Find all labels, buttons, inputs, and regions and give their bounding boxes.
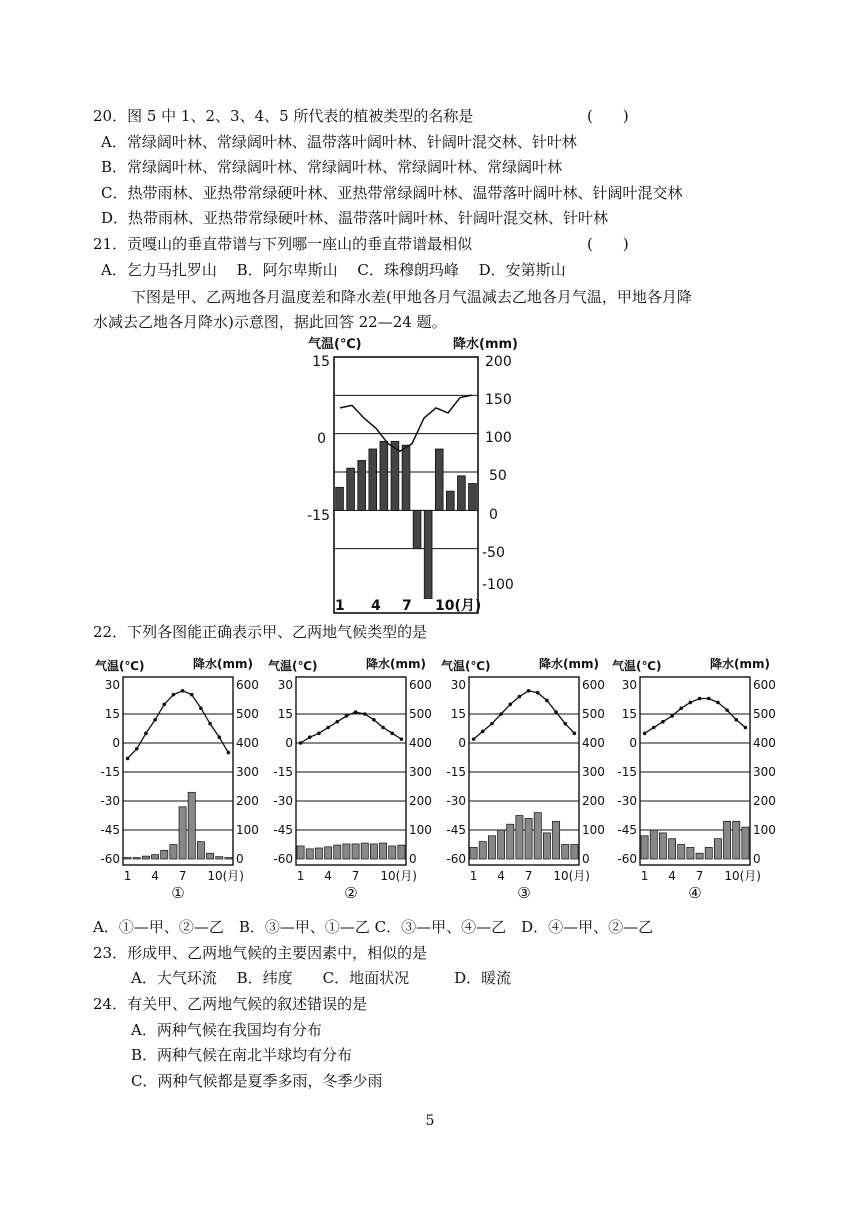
diff-right-tick: -100 [482,577,514,593]
diff-precip-bar [347,468,355,510]
chart-temperature-point [472,737,476,741]
q24-option-c: C．两种气候都是夏季多雨，冬季少雨 [131,1072,383,1090]
diff-x-tick: 10(月) [435,598,482,614]
chart-temperature-point [217,735,221,739]
diff-right-tick: 200 [485,354,512,370]
diff-left-tick: 15 [312,354,330,370]
chart-right-tick: 100 [582,823,605,837]
chart-temperature-point [299,741,303,745]
climate-chart-1 [95,655,265,900]
chart-left-tick: -45 [617,823,637,837]
chart-precip-bar [197,842,204,859]
chart-right-tick: 100 [236,823,259,837]
chart-temperature-point [400,737,404,741]
chart-x-tick: 4 [151,869,159,883]
chart-left-tick: 30 [104,678,120,692]
chart-right-tick: 300 [409,765,432,779]
chart-right-tick: 400 [409,736,432,750]
chart-right-tick: 500 [236,707,259,721]
chart-temperature-point [725,708,729,712]
chart-x-tick: 7 [351,869,360,883]
chart-temperature-point [518,695,522,699]
chart-precip-bar [142,856,149,859]
chart-temperature-line [645,699,746,734]
diff-right-tick: 0 [489,507,498,523]
q21-stem: 21．贡嘎山的垂直带谱与下列哪一座山的垂直带谱最相似 [93,235,473,253]
chart-left-tick: -15 [617,765,637,779]
diff-left-tick: 0 [317,431,326,447]
chart-precip-bar [641,836,648,859]
chart-precip-bar [714,839,721,859]
chart-right-tick: 600 [236,678,259,692]
chart-precip-bar [170,845,177,860]
chart-temperature-point [707,697,711,701]
chart-temperature-point [490,722,494,726]
chart-precip-bar [389,846,396,859]
chart-precip-bar [724,821,731,859]
chart-temperature-point [308,735,312,739]
chart-x-tick: 1 [123,869,132,883]
diff-precip-bar [336,487,344,510]
chart-x-tick: 4 [668,869,676,883]
chart-left-tick: 0 [112,736,120,750]
chart-precip-bar [525,818,532,859]
chart-temperature-point [670,714,674,718]
intro-line-2: 水减去乙地各月降水)示意图，据此回答 22—24 题。 [93,313,447,331]
chart-precip-bar [325,847,332,859]
chart-right-tick: 600 [753,678,776,692]
chart-right-tick: 200 [582,794,605,808]
chart-left-tick: -60 [617,852,637,866]
chart-left-title: 气温(℃) [441,659,491,673]
chart-temperature-point [481,730,485,734]
chart-precip-bar [742,827,749,859]
chart-temperature-point [499,712,503,716]
chart-temperature-line [301,712,402,743]
chart-left-title: 气温(℃) [268,659,318,673]
chart-right-tick: 0 [409,852,417,866]
chart-x-tick: 1 [469,869,478,883]
diff-right-tick: 100 [485,430,512,446]
chart-precip-bar [516,816,523,860]
chart-left-tick: 0 [458,736,466,750]
chart-left-tick: 15 [277,707,293,721]
chart-left-tick: -15 [100,765,120,779]
chart-left-tick: -30 [446,794,466,808]
chart-precip-bar [562,845,569,860]
chart-x-tick: 4 [324,869,332,883]
diff-precip-bar [402,445,410,510]
chart-left-tick: 30 [621,678,637,692]
chart-right-tick: 0 [753,852,761,866]
chart-left-tick: 15 [104,707,120,721]
chart-number-label: ② [344,884,358,900]
chart-x-tick: 7 [524,869,533,883]
chart-frame [469,677,579,865]
diff-precip-bar [369,449,377,510]
chart-number-label: ④ [688,884,702,900]
chart-precip-bar [216,857,223,859]
chart-x-tick: 1 [640,869,649,883]
chart-right-tick: 100 [409,823,432,837]
chart-right-tick: 300 [582,765,605,779]
chart-temperature-point [536,691,540,695]
chart-precip-bar [669,839,676,859]
q22-stem: 22．下列各图能正确表示甲、乙两地气候类型的是 [93,623,428,641]
chart-left-title: 气温(℃) [612,659,662,673]
chart-right-title: 降水(mm) [710,657,770,671]
diff-right-tick: -50 [482,545,505,561]
q24-option-a: A．两种气候在我国均有分布 [131,1021,322,1039]
chart-left-tick: 30 [450,678,466,692]
q20-option-d: D．热带雨林、亚热带常绿硬叶林、温带落叶阔叶林、针阔叶混交林、针叶林 [101,209,609,227]
chart-right-title: 降水(mm) [539,657,599,671]
chart-right-tick: 200 [409,794,432,808]
chart-precip-bar [470,847,477,859]
chart-left-tick: -30 [273,794,293,808]
chart-right-tick: 500 [409,707,432,721]
chart-left-tick: -30 [100,794,120,808]
chart-temperature-point [153,718,157,722]
chart-precip-bar [398,845,405,859]
chart-right-tick: 500 [582,707,605,721]
chart-right-tick: 400 [236,736,259,750]
diff-left-tick: -15 [307,508,330,524]
chart-temperature-point [563,722,567,726]
chart-temperature-point [326,726,330,730]
diff-temperature-line [340,395,472,451]
q20-option-c: C．热带雨林、亚热带常绿硬叶林、亚热带常绿阔叶林、温带落叶阔叶林、针阔叶混交林 [101,184,683,202]
chart-temperature-point [698,697,702,701]
chart-precip-bar [179,807,186,859]
chart-right-tick: 400 [753,736,776,750]
chart-precip-bar [315,848,322,859]
q24-stem: 24．有关甲、乙两地气候的叙述错误的是 [93,995,368,1013]
chart-precip-bar [161,850,168,859]
chart-x-tick: 7 [178,869,187,883]
diff-right-tick: 50 [489,468,507,484]
chart-temperature-point [126,757,130,761]
diff-x-tick: 4 [371,598,381,614]
q20-stem: 20．图 5 中 1、2、3、4、5 所代表的植被类型的名称是 [93,107,474,125]
diff-precip-bar [358,461,366,511]
chart-precip-bar [650,830,657,859]
chart-temperature-point [335,720,339,724]
chart-precip-bar [659,833,666,859]
chart-right-tick: 200 [753,794,776,808]
chart-left-tick: 0 [629,736,637,750]
chart-right-tick: 600 [409,678,432,692]
diff-right-tick: 150 [485,392,512,408]
chart-temperature-point [689,701,693,705]
chart-temperature-line [128,691,229,759]
diff-precip-bar [469,484,477,511]
chart-temperature-point [716,701,720,705]
chart-right-tick: 300 [753,765,776,779]
chart-temperature-point [545,699,549,703]
diff-bars [336,441,477,598]
chart-temperature-point [381,726,385,730]
chart-precip-bar [705,847,712,859]
q23-options: A．大气环流 B．纬度 C．地面状况 D．暖流 [131,969,512,987]
chart-temperature-point [172,693,176,697]
q21-options: A．乞力马扎罗山 B．阿尔卑斯山 C．珠穆朗玛峰 D．安第斯山 [101,261,566,279]
climate-chart-3 [441,655,611,900]
chart-left-tick: 30 [277,678,293,692]
chart-number-label: ③ [517,884,531,900]
diff-precip-bar [458,476,466,511]
chart-left-tick: -60 [446,852,466,866]
chart-left-tick: -45 [100,823,120,837]
q20-option-b: B．常绿阔叶林、常绿阔叶林、常绿阔叶林、常绿阔叶林、常绿阔叶林 [101,158,563,176]
climate-chart-4 [612,655,782,900]
chart-precip-bar [152,855,159,859]
chart-precip-bar [361,843,368,859]
chart-temperature-point [734,718,738,722]
q24-option-b: B．两种气候在南北半球均有分布 [131,1046,353,1064]
chart-temperature-point [227,751,231,755]
chart-temperature-point [390,732,394,736]
chart-temperature-point [508,703,512,707]
chart-precip-bar [696,853,703,859]
chart-temperature-point [354,710,358,714]
chart-precip-bar [370,844,377,859]
diff-precip-bar [446,491,454,510]
chart-x-tick: 10(月) [207,869,244,883]
diff-precip-bar [391,441,399,510]
chart-temperature-point [679,706,683,710]
chart-temperature-point [554,710,558,714]
chart-precip-bar [225,858,232,859]
chart-temperature-point [652,726,656,730]
chart-right-tick: 0 [582,852,590,866]
chart-precip-bar [297,846,304,859]
chart-frame [296,677,406,865]
chart-precip-bar [678,845,685,860]
chart-temperature-point [162,703,166,707]
chart-temperature-point [345,714,349,718]
chart-precip-bar [380,843,387,859]
chart-precip-bar [334,845,341,859]
chart-precip-bar [498,830,505,859]
chart-right-title: 降水(mm) [193,657,253,671]
chart-temperature-point [181,689,185,693]
chart-precip-bar [488,836,495,859]
diff-x-tick: 1 [335,598,345,614]
q23-stem: 23．形成甲、乙两地气候的主要因素中，相似的是 [93,944,428,962]
chart-number-label: ① [171,884,185,900]
q20-answer-paren: ( ) [587,107,629,125]
chart-temperature-point [744,726,748,730]
chart-temperature-point [527,689,531,693]
chart-x-tick: 10(月) [724,869,761,883]
q21-answer-paren: ( ) [587,235,629,253]
chart-left-tick: 15 [450,707,466,721]
chart-x-tick: 10(月) [380,869,417,883]
chart-temperature-point [208,722,212,726]
diff-left-title: 气温(℃) [308,337,362,352]
chart-left-tick: -45 [273,823,293,837]
chart-precip-bar [306,849,313,859]
chart-right-tick: 0 [236,852,244,866]
chart-x-tick: 10(月) [553,869,590,883]
chart-frame [123,677,233,865]
q22-options: A．①—甲、②—乙 B．③—甲、①—乙 C．③—甲、④—乙 D．④—甲、②—乙 [93,918,654,936]
chart-precip-bar [507,824,514,859]
chart-precip-bar [479,842,486,859]
chart-left-tick: -15 [446,765,466,779]
chart-right-tick: 100 [753,823,776,837]
chart-precip-bar [133,858,140,859]
chart-left-tick: -60 [273,852,293,866]
chart-precip-bar [343,844,350,859]
chart-temperature-point [135,747,139,751]
diff-precip-bar [424,510,432,598]
climate-chart-2 [268,655,438,900]
chart-right-tick: 500 [753,707,776,721]
q20-option-a: A．常绿阔叶林、常绿阔叶林、温带落叶阔叶林、针阔叶混交林、针叶林 [101,133,577,151]
intro-line-1: 下图是甲、乙两地各月温度差和降水差(甲地各月气温减去乙地各月气温，甲地各月降 [131,288,692,306]
chart-precip-bar [571,845,578,860]
chart-left-tick: -45 [446,823,466,837]
chart-temperature-point [573,732,577,736]
chart-x-tick: 4 [497,869,505,883]
page-number: 5 [425,1113,435,1129]
chart-temperature-point [363,712,367,716]
chart-right-title: 降水(mm) [366,657,426,671]
chart-precip-bar [207,853,214,859]
chart-left-title: 气温(℃) [95,659,145,673]
chart-precip-bar [553,821,560,859]
chart-temperature-point [317,732,321,736]
chart-right-tick: 200 [236,794,259,808]
chart-temperature-point [190,693,194,697]
chart-left-tick: -15 [273,765,293,779]
chart-temperature-point [144,732,148,736]
chart-precip-bar [543,833,550,859]
chart-temperature-point [643,732,647,736]
chart-precip-bar [687,847,694,859]
diff-precip-bar [380,441,388,510]
chart-precip-bar [124,858,131,859]
diff-precip-bar [435,449,443,510]
chart-right-tick: 300 [236,765,259,779]
chart-left-tick: -30 [617,794,637,808]
chart-x-tick: 1 [296,869,305,883]
chart-right-tick: 400 [582,736,605,750]
diff-precip-bar [413,510,421,548]
diff-x-tick: 7 [402,598,412,614]
chart-x-tick: 7 [695,869,704,883]
chart-precip-bar [534,813,541,859]
chart-temperature-point [199,706,203,710]
chart-precip-bar [188,792,195,859]
chart-left-tick: -60 [100,852,120,866]
chart-left-tick: 0 [285,736,293,750]
chart-precip-bar [733,821,740,859]
difference-chart [290,333,530,615]
diff-right-title: 降水(mm) [453,337,518,352]
chart-left-tick: 15 [621,707,637,721]
chart-right-tick: 600 [582,678,605,692]
chart-temperature-line [474,691,575,739]
chart-temperature-point [372,718,376,722]
chart-precip-bar [352,844,359,859]
chart-temperature-point [661,720,665,724]
